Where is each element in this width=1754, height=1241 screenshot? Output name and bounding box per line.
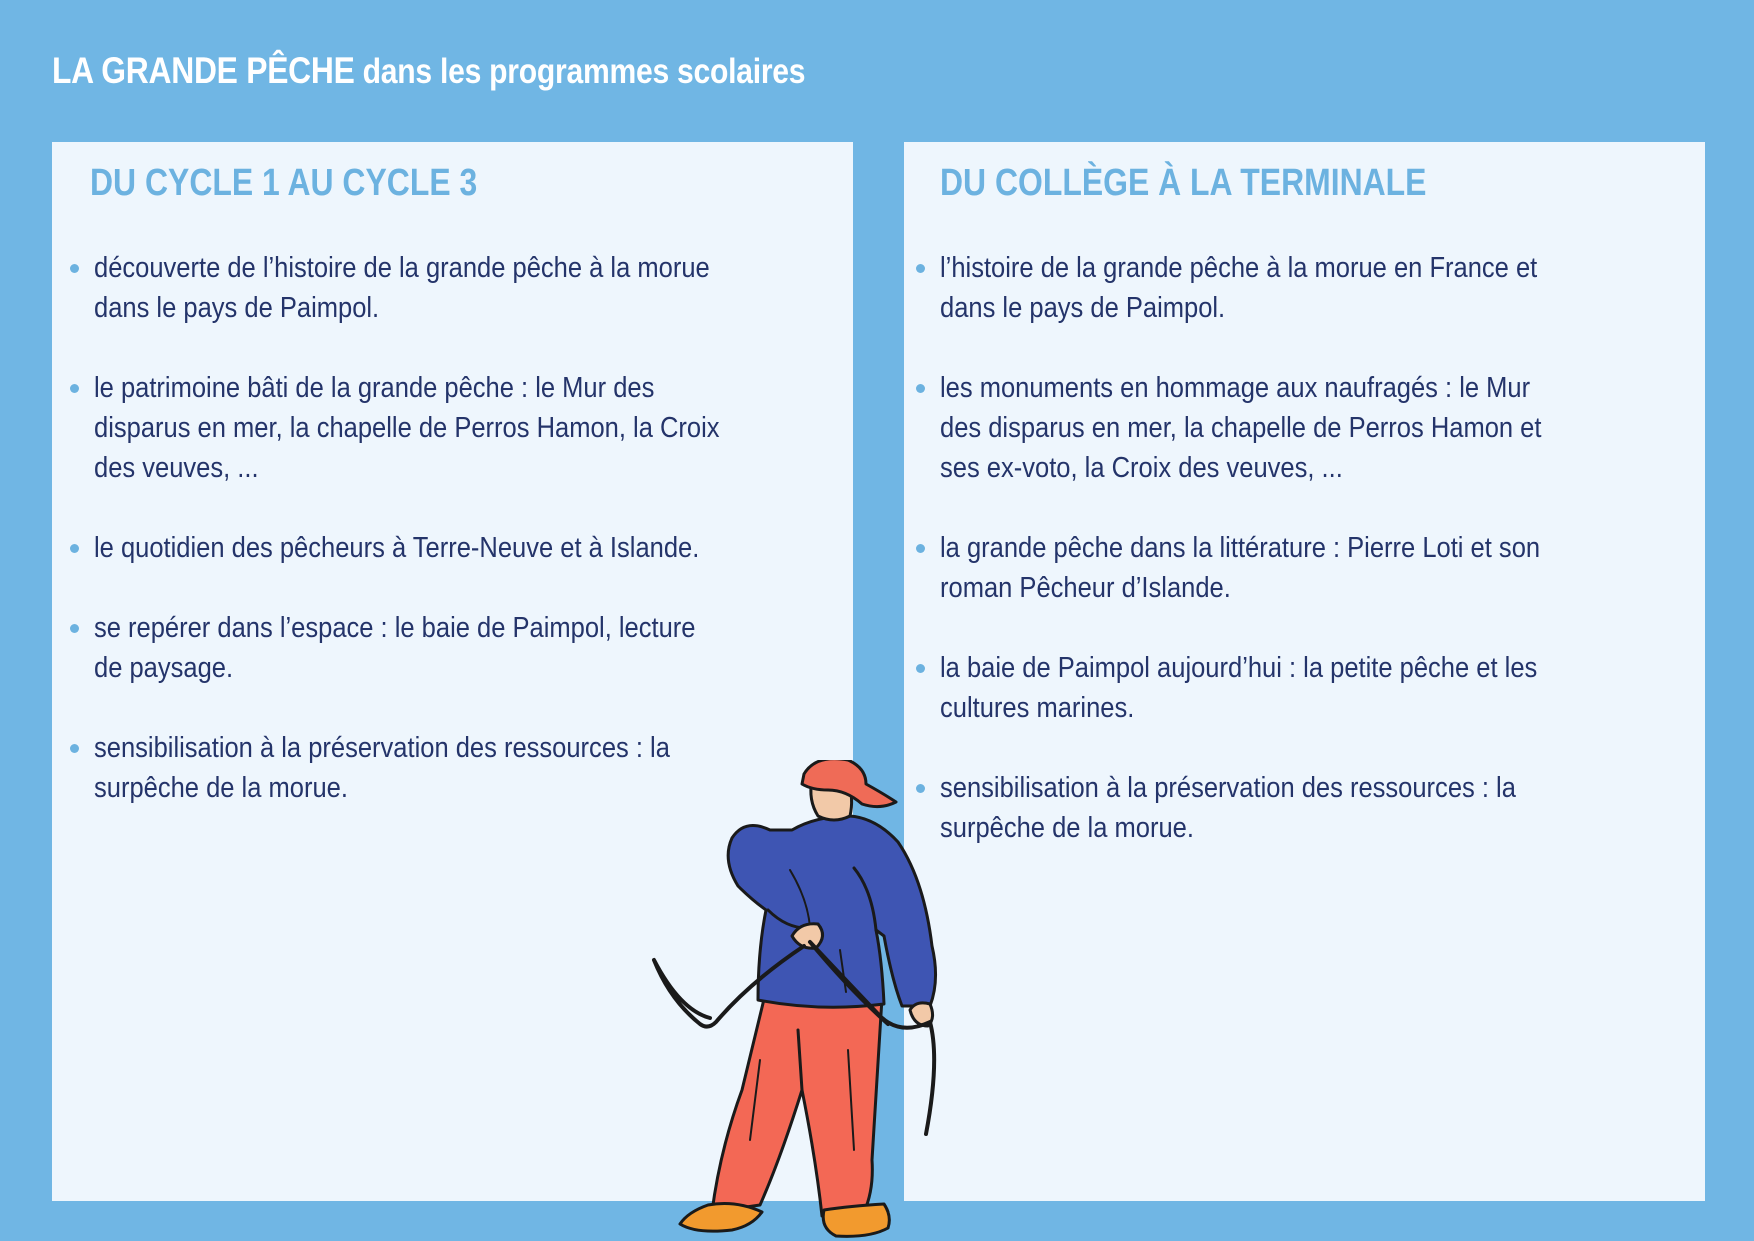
trousers-shape xyxy=(712,995,882,1216)
list-item xyxy=(94,368,854,488)
bullet-icon xyxy=(70,264,79,273)
list-item xyxy=(940,528,1700,608)
bullet-icon xyxy=(916,264,925,273)
bullet-list-cycle-1-3 xyxy=(94,248,854,848)
list-item xyxy=(94,528,854,568)
bullet-icon xyxy=(916,544,925,553)
list-item-text: le quotidien des pêcheurs à Terre-Neuve et à Islande. xyxy=(94,532,700,564)
list-item-text: sensibilisation à la préservation des ressources : la surpêche de la morue. xyxy=(94,732,670,804)
list-item xyxy=(94,248,854,328)
bullet-icon xyxy=(916,384,925,393)
fisherman-illustration xyxy=(640,760,960,1241)
list-item-text: l’histoire de la grande pêche à la morue en France et dans le pays de Paimpol. xyxy=(940,252,1538,324)
list-item-text: la baie de Paimpol aujourd’hui : la petite pêche et les cultures marines. xyxy=(940,652,1538,724)
right-boot-shape xyxy=(823,1204,889,1236)
list-item-text: sensibilisation à la préservation des ressources : la surpêche de la morue. xyxy=(940,772,1516,844)
page-title-rest: dans les programmes scolaires xyxy=(354,52,806,91)
list-item-text: se repérer dans l’espace : le baie de Paimpol, lecture de paysage. xyxy=(94,612,696,684)
list-item-text: le patrimoine bâti de la grande pêche : le Mur des disparus en mer, la chapelle de Perros Hamon, la Croix des veuves, ... xyxy=(94,372,720,484)
list-item xyxy=(940,368,1700,488)
panel-heading-cycle-1-3: DU CYCLE 1 AU CYCLE 3 xyxy=(90,162,478,204)
bullet-list-college-terminale xyxy=(940,248,1700,888)
list-item xyxy=(940,768,1700,848)
list-item xyxy=(940,248,1700,328)
page-title xyxy=(52,50,805,92)
list-item-text: les monuments en hommage aux naufragés : le Mur des disparus en mer, la chapelle de Perros Hamon et ses ex-voto, la Croix des veuves, ... xyxy=(940,372,1542,484)
list-item xyxy=(940,648,1700,728)
panel-college-terminale xyxy=(904,142,1705,1201)
panel-heading-college-terminale: DU COLLÈGE À LA TERMINALE xyxy=(940,162,1427,204)
list-item-text: la grande pêche dans la littérature : Pierre Loti et son roman Pêcheur d’Islande. xyxy=(940,532,1541,604)
page-title-strong: LA GRANDE PÊCHE xyxy=(52,50,355,91)
list-item-text: découverte de l’histoire de la grande pêche à la morue dans le pays de Paimpol. xyxy=(94,252,710,324)
bullet-icon xyxy=(70,384,79,393)
list-item xyxy=(94,608,854,688)
bullet-icon xyxy=(70,624,79,633)
bullet-icon xyxy=(70,744,79,753)
left-boot-shape xyxy=(680,1204,762,1232)
bullet-icon xyxy=(916,664,925,673)
bullet-icon xyxy=(70,544,79,553)
